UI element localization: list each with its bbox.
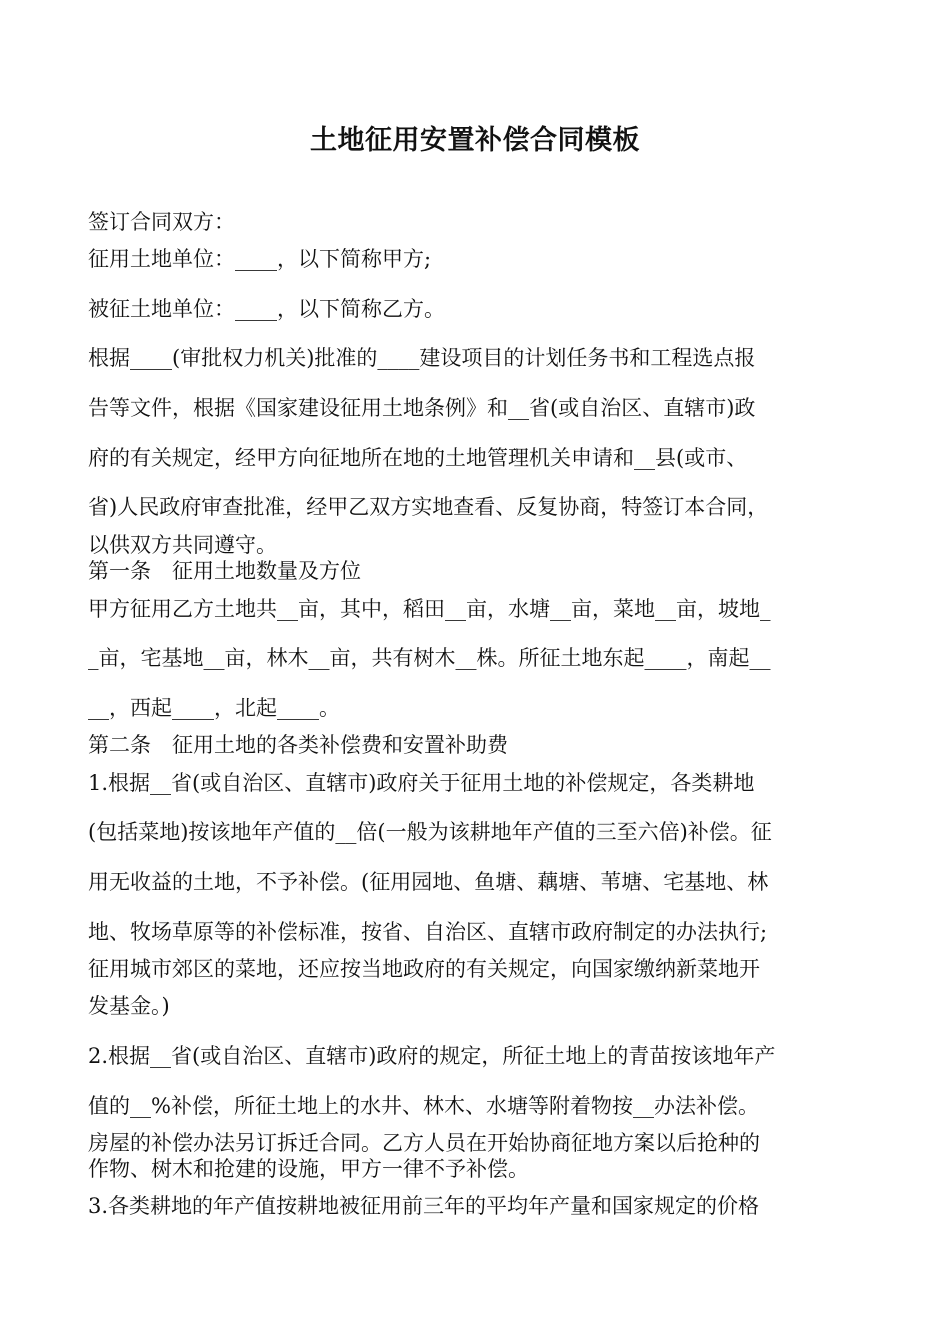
text-line: 3.各类耕地的年产值按耕地被征用前三年的平均年产量和国家规定的价格: [88, 1194, 760, 1218]
text-line: 被征土地单位：____，以下简称乙方。: [88, 297, 445, 321]
text-line: 1.根据__省(或自治区、直辖市)政府关于征用土地的补偿规定，各类耕地: [88, 771, 755, 795]
text-line: 用无收益的土地，不予补偿。(征用园地、鱼塘、藕塘、苇塘、宅基地、林: [88, 870, 769, 894]
text-line: 发基金。): [88, 994, 170, 1018]
section-heading: 第一条 征用土地数量及方位: [88, 559, 361, 583]
text-line: 根据____(审批权力机关)批准的____建设项目的计划任务书和工程选点报: [88, 346, 756, 370]
document-title: 土地征用安置补偿合同模板: [310, 125, 640, 156]
text-line: (包括菜地)按该地年产值的__倍(一般为该耕地年产值的三至六倍)补偿。征: [88, 820, 772, 844]
text-line: 以供双方共同遵守。: [88, 533, 277, 557]
text-line: __，西起____，北起____。: [88, 696, 340, 720]
text-line: 房屋的补偿办法另订拆迁合同。乙方人员在开始协商征地方案以后抢种的: [88, 1131, 760, 1155]
text-line: 地、牧场草原等的补偿标准，按省、自治区、直辖市政府制定的办法执行;: [88, 920, 768, 944]
text-line: 告等文件，根据《国家建设征用土地条例》和__省(或自治区、直辖市)政: [88, 396, 756, 420]
text-line: 征用城市郊区的菜地，还应按当地政府的有关规定，向国家缴纳新菜地开: [88, 957, 760, 981]
text-line: 2.根据__省(或自治区、直辖市)政府的规定，所征土地上的青苗按该地年产: [88, 1044, 776, 1068]
text-line: 甲方征用乙方土地共__亩，其中，稻田__亩，水塘__亩，菜地__亩，坡地_: [88, 597, 771, 621]
text-line: 征用土地单位：____，以下简称甲方;: [88, 247, 432, 271]
text-line: 省)人民政府审查批准，经甲乙双方实地查看、反复协商，特签订本合同，: [88, 495, 769, 519]
text-line: 作物、树木和抢建的设施，甲方一律不予补偿。: [88, 1157, 529, 1181]
section-heading: 第二条 征用土地的各类补偿费和安置补助费: [88, 733, 508, 757]
text-line: 签订合同双方：: [88, 210, 235, 234]
text-line: _亩，宅基地__亩，林木__亩，共有树木__株。所征土地东起____，南起__: [88, 646, 771, 670]
text-line: 值的__%补偿，所征土地上的水井、林木、水塘等附着物按__办法补偿。: [88, 1094, 759, 1118]
text-line: 府的有关规定，经甲方向征地所在地的土地管理机关申请和__县(或市、: [88, 446, 748, 470]
